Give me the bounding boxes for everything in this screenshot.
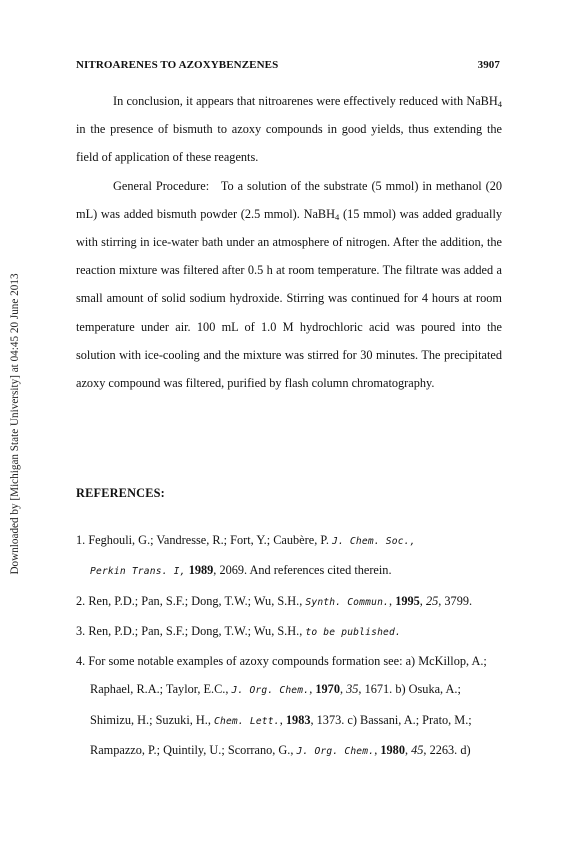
ref-1-authors: Feghouli, G.; Vandresse, R.; Fort, Y.; Caubère, P. [88,533,329,547]
reference-3 [76,617,506,647]
download-watermark: Downloaded by [Michigan State University] at 04:45 20 June 2013 [9,273,21,575]
references-heading: REFERENCES: [76,486,165,500]
ref-4-year-a: 1970 [315,682,340,697]
conclusion-text-b: in the presence of bismuth to azoxy compounds in good yields, thus extending the field of application of these reagents. [76,122,502,165]
conclusion-subscript: 4 [497,99,502,109]
ref-4-pages-b: , 1373. c) Bassani, A.; Prato, M.; Rampazzo, P.; Quintily, U.; Scorrano, G., [90,712,472,758]
ref-4-year-b: 1983 [285,712,311,727]
procedure-text-b: (15 mmol) was added gradually with stirring in ice-water bath under an atmosphere of nitrogen. After the addition, the reaction mixture was filtered after 0.5 h at room temperature. The filtrate was added a small amount of solid sodium hydroxide. Stirring was continued for 4 hours at room temperature under air. 100 mL of 1.0 M hydrochloric acid was poured into the solution with ice-cooling and the mixture was stirred for 30 minutes. The precipitated azoxy compound was filtered, purified by flash column chromatography. [76,206,503,391]
running-title: NITROARENES TO AZOXYBENZENES [76,59,279,71]
procedure-paragraph [76,172,502,398]
procedure-text-a: To a solution of the substrate (5 mmol) in methanol (20 mL) was added bismuth powder (2.5 mmol). NaBH [76,178,502,221]
ref-1-year: 1989 [188,563,214,578]
ref-2-journal: Synth. Commun. [305,596,390,608]
reference-1 [76,526,506,587]
body-text [76,87,502,397]
ref-4-journal-c: J. Org. Chem. [296,746,375,758]
running-header [76,59,500,75]
procedure-label: General Procedure: [113,178,210,193]
ref-2-volume: 25 [425,593,439,608]
ref-2-comma: , [389,593,393,608]
ref-4-year-c: 1980 [380,743,405,758]
ref-4-journal-a: J. Org. Chem. [231,685,310,697]
ref-3-authors: Ren, P.D.; Pan, S.F.; Dong, T.W.; Wu, S.H., [88,623,303,638]
ref-4-journal-b: Chem. Lett. [214,715,280,727]
ref-1-continuation [90,556,506,586]
reference-2: 2. Ren, P.D.; Pan, S.F.; Dong, T.W.; Wu, S.H., Synth. Commun., 1995, 25, 3799. [76,593,473,608]
ref-4-volume-a: 35 [346,682,359,697]
ref-4-intro: For some notable examples of azoxy compounds formation see: a) McKillop, A.; Raphael, R.A.; Taylor, E.C., [88,654,487,697]
ref-4-number: 4. [76,654,86,669]
ref-2-pages: , 3799. [438,593,473,608]
reference-4: 4. For some notable examples of azoxy compounds formation see: a) McKillop, A.; Raphael, R.A.; Taylor, E.C., J. Org. Chem., 1970, 35, 1671. b) Osuka, A.; Shimizu, H.; Suzuki, H., Chem. Lett., 1983, 1373. c) Bassani, A.; Prato, M.; Rampazzo, P.; Quintily, U.; Scorrano, G., J. Org. Chem., 1980, 45, 2263. d) [76,654,487,758]
ref-3-number: 3. [76,623,86,638]
ref-1-pages: , 2069. And references cited therein. [213,563,392,578]
ref-4-pages-a: , 1671. b) Osuka, A.; Shimizu, H.; Suzuki, H., [90,682,461,727]
ref-1-journal: J. Chem. Soc., [331,536,416,547]
reference-list [76,526,506,766]
procedure-subscript: 4 [335,211,340,222]
ref-1-number: 1. [76,533,86,547]
page-number: 3907 [477,59,500,71]
conclusion-text-a: In conclusion, it appears that nitroarenes were effectively reduced with NaBH [113,94,498,108]
ref-3-note: to be published. [305,626,401,638]
ref-2-number: 2. [76,593,86,608]
ref-4-pages-c: , 2263. d) [423,743,471,758]
ref-1-journal-series: Perkin Trans. I, [90,566,186,578]
ref-4-volume-c: 45 [411,743,424,758]
conclusion-paragraph [76,87,502,172]
ref-2-year: 1995 [395,593,420,608]
ref-2-authors: Ren, P.D.; Pan, S.F.; Dong, T.W.; Wu, S.H., [88,593,303,608]
